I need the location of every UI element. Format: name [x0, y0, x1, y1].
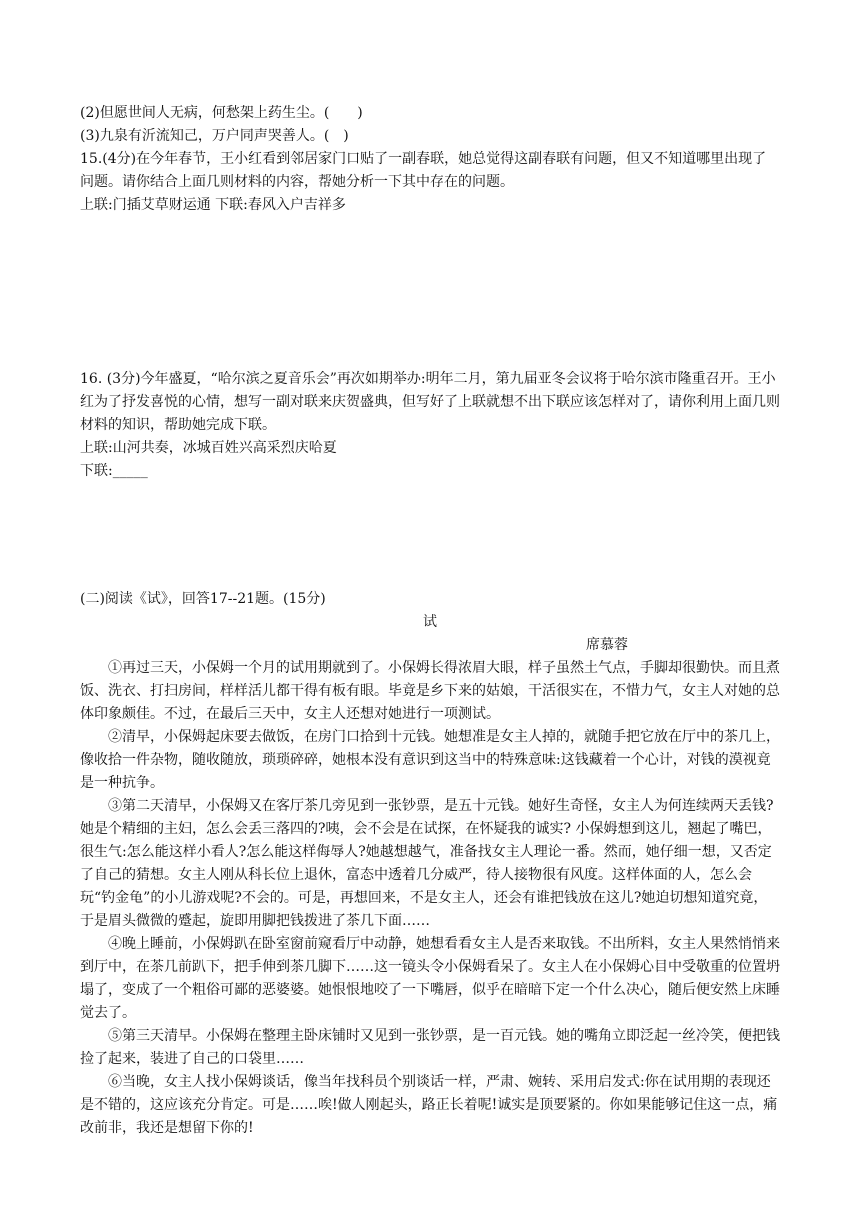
article-paragraph-5: ⑤第三天清早。小保姆在整理主卧床铺时又见到一张钞票，是一百元钱。她的嘴角立即泛起一丝冷笑，便把钱捡了起来，装进了自己的口袋里……	[80, 1028, 780, 1067]
answer-space-16	[80, 483, 780, 588]
article-paragraph-2: ②清早，小保姆起床要去做饭，在房门口拾到十元钱。她想准是女主人掉的，就随手把它放在厅中的茶几上，像收拾一件杂物，随收随放，琐琐碎碎，她根本没有意识到这当中的特殊意味:这钱藏着一个心计，对钱的漠视竟是一种抗争。	[80, 729, 780, 791]
article-author: 席慕蓉	[586, 637, 628, 653]
question-15-text: 15.(4分)在今年春节，王小红看到邻居家门口贴了一副春联，她总觉得这副春联有问题，但又不知道哪里出现了问题。请你结合上面几则材料的内容，帮她分析一下其中存在的问题。	[80, 151, 767, 190]
question-16-text: 16. (3分)今年盛夏，“哈尔滨之夏音乐会”再次如期举办:明年二月，第九届亚冬会议将于哈尔滨市隆重召开。王小红为了抒发喜悦的心情，想写一副对联来庆贺盛典，但写好了上联就想不出下联应该怎样对了，请你利用上面几则材料的知识，帮助她完成下联。	[80, 371, 780, 433]
question-16-lower-couplet	[80, 460, 780, 483]
question-15-couplet: 上联:门插艾草财运通 下联:春风入户吉祥多	[80, 197, 346, 213]
section-heading: (二)阅读《试》，回答17--21题。(15分)	[80, 591, 326, 607]
answer-space-15	[80, 217, 780, 368]
question-item-3: (3)九泉有沂流知己，万户同声哭善人。( )	[80, 128, 349, 144]
question-16-upper-couplet: 上联:山河共奏，冰城百姓兴高采烈庆哈夏	[80, 440, 337, 456]
lower-couplet-label: 下联:	[80, 463, 113, 479]
article-paragraph-6: ⑥当晚，女主人找小保姆谈话，像当年找科员个别谈话一样，严肃、婉转、采用启发式:你在试用期的表现还是不错的，这应该充分肯定。可是……唉!做人刚起头，路正长着呢!诚实是顶要紧的。你如果能够记住这一点，痛改前非，我还是想留下你的!	[80, 1074, 778, 1136]
article-paragraph-4: ④晚上睡前，小保姆趴在卧室窗前窥看厅中动静，她想看看女主人是否来取钱。不出所料，女主人果然悄悄来到厅中，在茶几前趴下，把手伸到茶几脚下……这一镜头令小保姆看呆了。女主人在小保姆心目中受敬重的位置坍塌了，变成了一个粗俗可鄙的恶婆婆。她恨恨地咬了一下嘴唇，似乎在暗暗下定一个什么决心，随后便安然上床睡觉去了。	[80, 936, 780, 1021]
document-body	[80, 102, 780, 1140]
lower-couplet-blank: _____	[112, 463, 148, 479]
article-paragraph-1: ①再过三天，小保姆一个月的试用期就到了。小保姆长得浓眉大眼，样子虽然土气点，手脚却很勤快。而且煮饭、洗衣、打扫房间，样样活儿都干得有板有眼。毕竟是乡下来的姑娘，干活很实在，不惜力气，女主人对她的总体印象颇佳。不过，在最后三天中，女主人还想对她进行一项测试。	[80, 660, 780, 722]
article-title: 试	[423, 614, 437, 630]
article-paragraph-3: ③第二天清早，小保姆又在客厅茶几旁见到一张钞票，是五十元钱。她好生奇怪，女主人为何连续两天丢钱?她是个精细的主妇，怎么会丢三落四的?咦，会不会是在试探，在怀疑我的诚实? 小保姆想到这儿，翘起了嘴巴，很生气:怎么能这样小看人?怎么能这样侮辱人?她越想越气，准备找女主人理论一番。然而，她仔细一想，又否定了自己的猜想。女主人刚从科长位上退休，富态中透着几分威严，待人接物很有风度。这样体面的人，怎么会玩“钓金龟”的小儿游戏呢?不会的。可是，再想回来，不是女主人，还会有谁把钱放在这儿?她迫切想知道究竟，于是眉头微微的蹙起，旋即用脚把钱拨进了茶几下面……	[80, 798, 774, 929]
question-item-2: (2)但愿世间人无病，何愁架上药生尘。( )	[80, 105, 363, 121]
